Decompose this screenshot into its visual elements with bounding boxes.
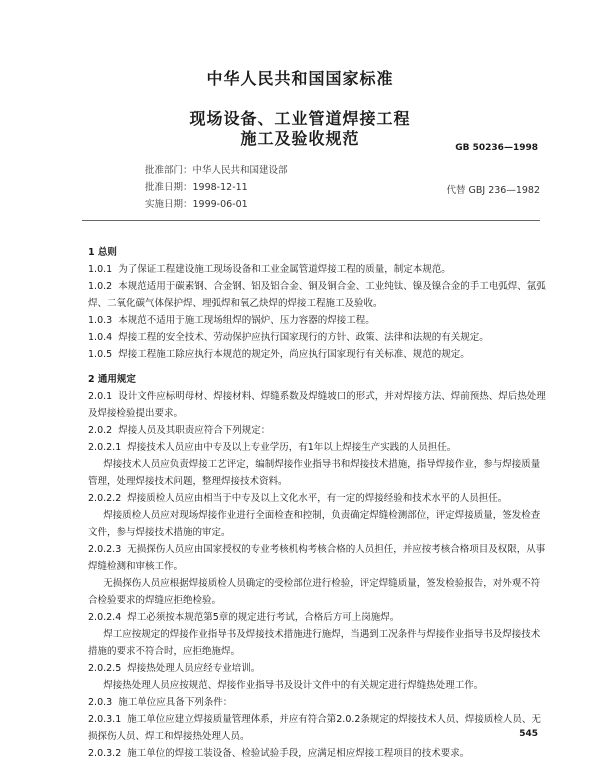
clause-text: 焊接质检人员应由相当于中专及以上文化水平，有一定的焊接经验和技术水平的人员担任。 [127, 493, 508, 504]
clause-number: 2.0.2.2 [88, 493, 122, 504]
national-standard-label: 中华人民共和国国家标准 [206, 69, 394, 88]
clause-text: 施工单位的焊接工装设备、检验试验手段，应满足相应焊接工程项目的技术要求。 [127, 748, 470, 759]
clause-text: 为了保证工程建设施工现场设备和工业金属管道焊接工程的质量，制定本规范。 [118, 264, 451, 275]
section-heading: 1 总则 [88, 247, 117, 258]
clause-text: 施工单位应建立焊接质量管理体系，并应有符合第2.0.2条规定的焊接技术人员、焊接质检人员、无损探伤人员、焊工和焊接热处理人员。 [88, 714, 541, 742]
implementation-date: 实施日期：1999-06-01 [145, 199, 248, 210]
clause-text: 焊接热处理人员应经专业培训。 [127, 663, 261, 674]
clause [88, 422, 546, 439]
header-divider [82, 220, 540, 221]
clause-number: 1.0.5 [88, 349, 113, 360]
paragraph: 焊接质检人员应对现场焊接作业进行全面检查和控制，负责确定焊缝检测部位，评定焊接质量，签发检查文件，参与焊接技术措施的审定。 [88, 510, 541, 538]
clause-text: 本规范不适用于施工现场组焊的锅炉、压力容器的焊接工程。 [118, 315, 375, 326]
section-gap [88, 363, 546, 371]
clause-text: 焊接技术人员应由中专及以上专业学历，有1年以上焊接生产实践的人员担任。 [127, 442, 457, 453]
document-title-line2: 施工及验收规范 [240, 129, 360, 148]
clause-text: 施工单位应具备下列条件： [118, 697, 233, 708]
clause-number: 1.0.2 [88, 281, 113, 292]
clause-number: 1.0.1 [88, 264, 113, 275]
paragraph: 焊接技术人员应负责焊接工艺评定，编制焊接作业指导书和焊接技术措施，指导焊接作业，参与焊接质量管理，处理焊接技术问题，整理焊接技术资料。 [88, 459, 541, 487]
clause-text: 无损探伤人员应由国家授权的专业考核机构考核合格的人员担任，并应按考核合格项目及权限，从事焊缝检测和审核工作。 [88, 544, 546, 572]
clause-number: 1.0.3 [88, 315, 113, 326]
clause-number: 2.0.3.1 [88, 714, 122, 725]
clause [88, 329, 546, 346]
clause [88, 388, 546, 422]
clause [88, 278, 546, 312]
paragraph: 无损探伤人员应根据焊接质检人员确定的受检部位进行检验，评定焊缝质量，签发检验报告，对外观不符合检验要求的焊缝应拒绝检验。 [88, 578, 541, 606]
paragraph: 焊接热处理人员应按规范、焊接作业指导书及设计文件中的有关规定进行焊缝热处理工作。 [103, 680, 484, 691]
clause-number: 2.0.2.5 [88, 663, 122, 674]
page-number: 545 [519, 729, 538, 739]
clause [88, 312, 546, 329]
clause [88, 541, 546, 575]
clause-number: 2.0.2.4 [88, 612, 122, 623]
document-title-line1: 现场设备、工业管道焊接工程 [189, 109, 411, 128]
clause-text: 本规范适用于碳素钢、合金钢、铝及铝合金、铜及铜合金、工业纯钛、镍及镍合金的手工电弧焊、氩弧焊、二氧化碳气体保护焊、埋弧焊和氧乙炔焊的焊接工程施工及验收。 [88, 281, 546, 309]
document-body [88, 244, 546, 762]
clause-text: 焊接工程的安全技术、劳动保护应执行国家现行的方针、政策、法律和法规的有关规定。 [118, 332, 489, 343]
replaces-standard: 代替 GBJ 236—1982 [446, 185, 540, 196]
clause-text: 焊接人员及其职责应符合下列规定： [118, 425, 271, 436]
standard-code: GB 50236—1998 [455, 143, 538, 153]
clause-number: 1.0.4 [88, 332, 113, 343]
clause [88, 261, 546, 278]
clause [88, 490, 546, 507]
approval-date: 批准日期：1998-12-11 [145, 182, 248, 193]
clause-text: 设计文件应标明母材、焊接材料、焊缝系数及焊缝坡口的形式，并对焊接方法、焊前预热、焊后热处理及焊接检验提出要求。 [88, 391, 546, 419]
clause-number: 2.0.1 [88, 391, 113, 402]
clause [88, 745, 546, 762]
paragraph: 焊工应按规定的焊接作业指导书及焊接技术措施进行施焊，当遇到工况条件与焊接作业指导书及焊接技术措施的要求不符合时，应拒绝施焊。 [88, 629, 541, 657]
approval-department: 批准部门：中华人民共和国建设部 [145, 165, 288, 176]
clause-number: 2.0.2.1 [88, 442, 122, 453]
clause [88, 439, 546, 456]
clause-number: 2.0.2.3 [88, 544, 122, 555]
clause-number: 2.0.2 [88, 425, 113, 436]
clause-text: 焊接工程施工除应执行本规范的规定外，尚应执行国家现行有关标准、规范的规定。 [118, 349, 470, 360]
clause [88, 711, 546, 745]
clause [88, 346, 546, 363]
clause [88, 660, 546, 677]
clause-number: 2.0.3.2 [88, 748, 122, 759]
clause-number: 2.0.3 [88, 697, 113, 708]
section-heading: 2 通用规定 [88, 374, 136, 385]
clause-text: 焊工必须按本规范第5章的规定进行考试，合格后方可上岗施焊。 [127, 612, 400, 623]
clause [88, 694, 546, 711]
clause [88, 609, 546, 626]
